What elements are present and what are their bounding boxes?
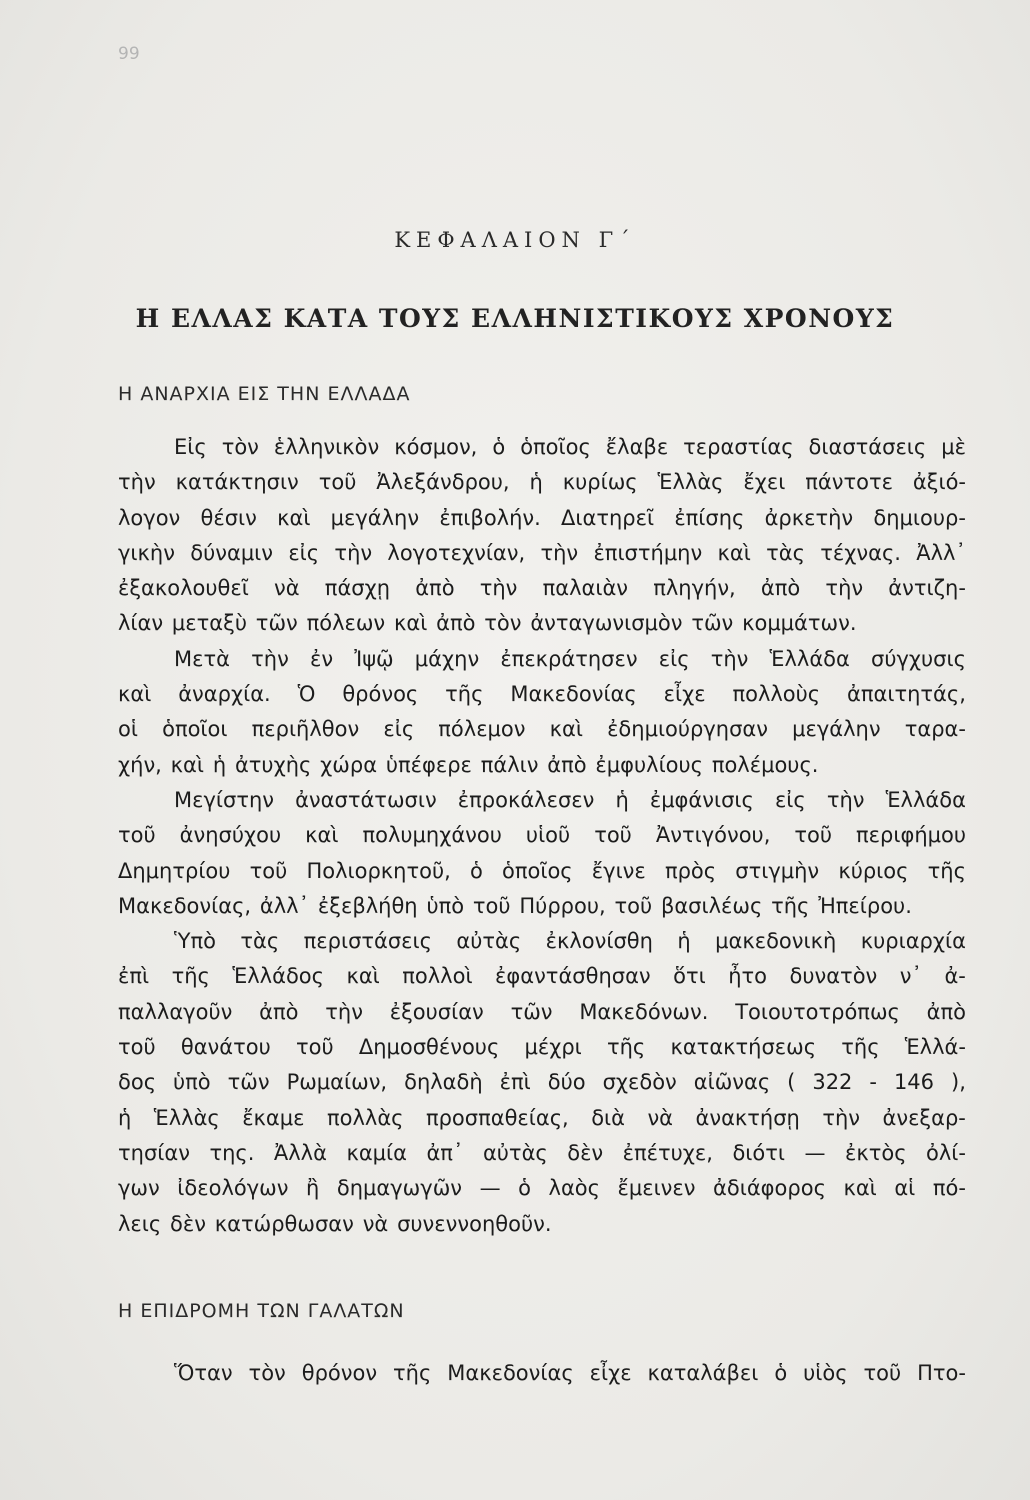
text-line: λεις δὲν κατώρθωσαν νὰ συνεννοηθοῦν. [118,1211,552,1236]
text-line: ἐξακολουθεῖ νὰ πάσχῃ ἀπὸ τὴν παλαιὰν πληγήν, ἀπὸ τὴν ἀντιζη- [118,576,966,601]
text-line: Δημητρίου τοῦ Πολιορκητοῦ, ὁ ὁποῖος ἔγινε πρὸς στιγμὴν κύριος τῆς [118,858,966,883]
section-heading-anarchy: Η ΑΝΑΡΧΙΑ ΕΙΣ ΤΗΝ ΕΛΛΑΔΑ [118,383,411,405]
text-line: Μακεδονίας, ἀλλ᾽ ἐξεβλήθη ὑπὸ τοῦ Πύρρου, τοῦ βασιλέως τῆς Ἠπείρου. [118,893,912,918]
text-line: Ὅταν τὸν θρόνον τῆς Μακεδονίας εἶχε καταλάβει ὁ υἱὸς τοῦ Πτο- [174,1361,966,1385]
text-line: δος ὑπὸ τῶν Ρωμαίων, δηλαδὴ ἐπὶ δύο σχεδὸν αἰῶνας ( 322 - 146 ), [118,1070,966,1095]
text-line: τησίαν της. Ἀλλὰ καμία ἀπ᾽ αὐτὰς δὲν ἐπέτυχε, διότι — ἐκτὸς ὀλί- [118,1140,966,1165]
chapter-title: Η ΕΛΛΑΣ ΚΑΤΑ ΤΟΥΣ ΕΛΛΗΝΙΣΤΙΚΟΥΣ ΧΡΟΝΟΥΣ [135,304,895,333]
section-body-galatians [118,1356,966,1391]
text-line: ἐπὶ τῆς Ἑλλάδος καὶ πολλοὶ ἐφαντάσθησαν ὅτι ἦτο δυνατὸν ν᾽ ἀ- [118,964,966,989]
text-line: γων ἰδεολόγων ἢ δημαγωγῶν — ὁ λαὸς ἔμεινεν ἀδιάφορος καὶ αἱ πό- [118,1176,966,1201]
page-number: 99 [118,44,140,64]
text-line: Μεγίστην ἀναστάτωσιν ἐπροκάλεσεν ἡ ἐμφάνισις εἰς τὴν Ἑλλάδα [174,787,966,812]
text-line: Εἰς τὸν ἑλληνικὸν κόσμον, ὁ ὁποῖος ἔλαβε τεραστίας διαστάσεις μὲ [174,435,966,459]
section-heading-galatians: Η ΕΠΙΔΡΟΜΗ ΤΩΝ ΓΑΛΑΤΩΝ [118,1300,405,1322]
section-body-anarchy [118,430,966,1242]
text-line: παλλαγοῦν ἀπὸ τὴν ἐξουσίαν τῶν Μακεδόνων. Τοιουτοτρόπως ἀπὸ [118,999,966,1024]
text-line: τοῦ θανάτου τοῦ Δημοσθένους μέχρι τῆς κατακτήσεως τῆς Ἑλλά- [118,1035,966,1060]
text-line: Μετὰ τὴν ἐν Ἰψῷ μάχην ἐπεκράτησεν εἰς τὴν Ἑλλάδα σύγχυσις [174,646,966,671]
chapter-label: ΚΕΦΑΛΑΙΟΝ Γ΄ [394,228,636,252]
text-line: λογον θέσιν καὶ μεγάλην ἐπιβολήν. Διατηρεῖ ἐπίσης ἀρκετὴν δημιουρ- [118,505,966,530]
text-line: οἱ ὁποῖοι περιῆλθον εἰς πόλεμον καὶ ἐδημιούργησαν μεγάλην ταρα- [118,717,966,742]
text-line: χήν, καὶ ἡ ἀτυχὴς χώρα ὑπέφερε πάλιν ἀπὸ ἐμφυλίους πολέμους. [118,752,819,777]
text-line: καὶ ἀναρχία. Ὁ θρόνος τῆς Μακεδονίας εἶχε πολλοὺς ἀπαιτητάς, [118,682,966,707]
text-line: τὴν κατάκτησιν τοῦ Ἀλεξάνδρου, ἡ κυρίως Ἑλλὰς ἔχει πάντοτε ἀξιό- [118,470,966,495]
text-line: Ὑπὸ τὰς περιστάσεις αὐτὰς ἐκλονίσθη ἡ μακεδονικὴ κυριαρχία [174,929,966,954]
text-line: τοῦ ἀνησύχου καὶ πολυμηχάνου υἱοῦ τοῦ Ἀντιγόνου, τοῦ περιφήμου [118,823,966,848]
text-line: ἡ Ἑλλὰς ἔκαμε πολλὰς προσπαθείας, διὰ νὰ ἀνακτήσῃ τὴν ἀνεξαρ- [118,1105,966,1130]
text-line: λίαν μεταξὺ τῶν πόλεων καὶ ἀπὸ τὸν ἀνταγωνισμὸν τῶν κομμάτων. [118,611,857,636]
text-line: γικὴν δύναμιν εἰς τὴν λογοτεχνίαν, τὴν ἐπιστήμην καὶ τὰς τέχνας. Ἀλλ᾽ [118,540,966,565]
